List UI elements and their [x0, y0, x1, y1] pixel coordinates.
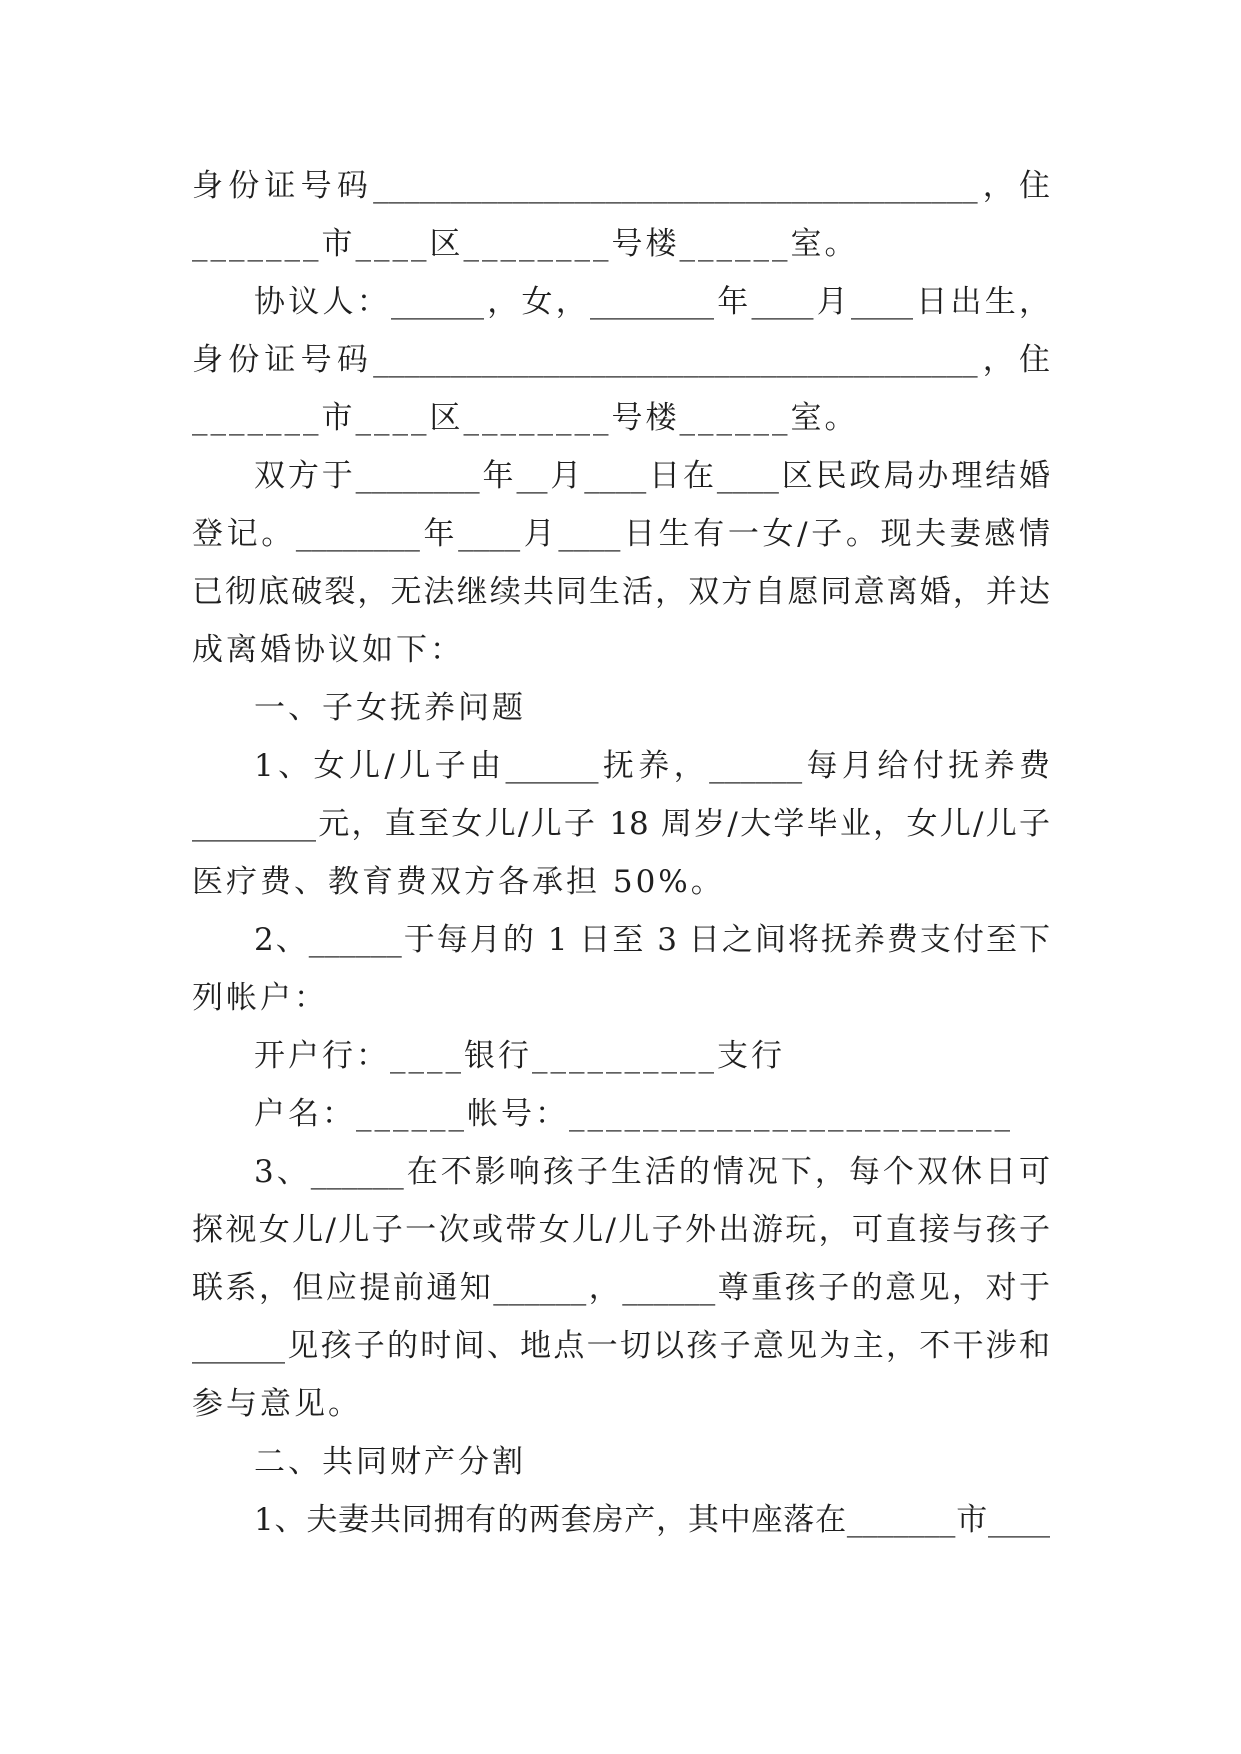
- text-line: 身份证号码_______________________________________，住: [192, 342, 1050, 378]
- text-line: 2、______于每月的 1 日至 3 日之间将抚养费支付至下: [254, 922, 1050, 958]
- text-line: 参与意见。: [192, 1386, 362, 1422]
- text-line: 双方于________年__月____日在____区民政局办理结婚: [254, 458, 1050, 494]
- text-line: 已彻底破裂，无法继续共同生活，双方自愿同意离婚，并达: [192, 574, 1050, 610]
- text-line: 探视女儿/儿子一次或带女儿/儿子外出游玩，可直接与孩子: [192, 1212, 1050, 1248]
- section-heading: 二、共同财产分割: [254, 1444, 526, 1480]
- text-line: ______见孩子的时间、地点一切以孩子意见为主，不干涉和: [192, 1328, 1050, 1364]
- text-line: _______市____区________号楼______室。: [192, 226, 859, 262]
- text-line: 1、女儿/儿子由______抚养，______每月给付抚养费: [254, 748, 1050, 784]
- text-line: 户名：______帐号：________________________: [254, 1096, 1013, 1132]
- text-line: 3、______在不影响孩子生活的情况下，每个双休日可: [254, 1154, 1050, 1190]
- text-line: 协议人：______，女，________年____月____日出生，: [254, 284, 1050, 320]
- text-line: 联系，但应提前通知______，______尊重孩子的意见，对于: [192, 1270, 1050, 1306]
- text-line: 列帐户：: [192, 980, 328, 1016]
- text-line: ________元，直至女儿/儿子 18 周岁/大学毕业，女儿/儿子: [192, 806, 1050, 842]
- text-line: 登记。________年____月____日生有一女/子。现夫妻感情: [192, 516, 1050, 552]
- text-line: 开户行：____银行__________支行: [254, 1038, 785, 1074]
- text-line: 成离婚协议如下：: [192, 632, 464, 668]
- text-line: 医疗费、教育费双方各承担 50%。: [192, 864, 725, 900]
- text-line: 1、夫妻共同拥有的两套房产，其中座落在_______市____: [254, 1502, 1050, 1538]
- text-line: 身份证号码_______________________________________，住: [192, 168, 1050, 204]
- section-heading: 一、子女抚养问题: [254, 690, 526, 726]
- text-line: _______市____区________号楼______室。: [192, 400, 859, 436]
